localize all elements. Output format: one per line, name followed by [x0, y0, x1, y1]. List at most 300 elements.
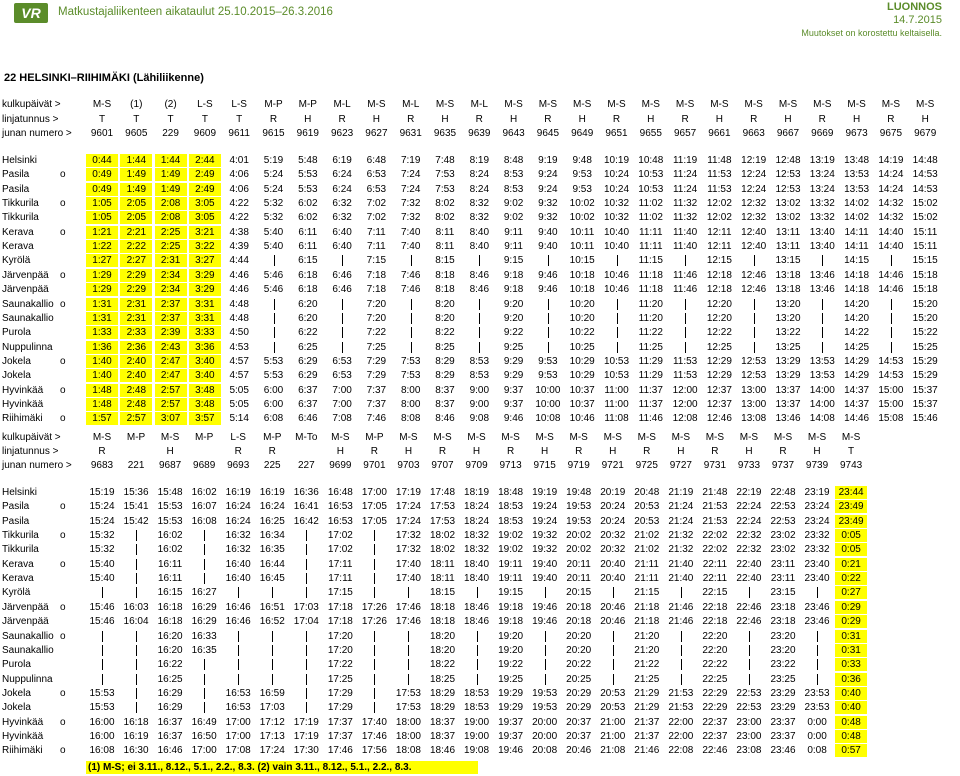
- time-cell: 23:40: [804, 559, 830, 570]
- time-cell: 10:18: [569, 270, 595, 281]
- highlight-note: Muutokset on korostettu keltaisella.: [801, 28, 942, 38]
- time-cell: 23:20: [770, 631, 796, 642]
- no-stop-line: [102, 631, 103, 642]
- station-row: [0, 369, 960, 382]
- time-cell: 11:53: [707, 184, 732, 195]
- days-cell: M-S: [881, 99, 901, 110]
- time-cell: 10:29: [569, 370, 595, 381]
- no-stop-line: [617, 313, 618, 324]
- time-cell: 20:46: [566, 745, 592, 756]
- track-cell: H: [336, 446, 344, 457]
- time-cell: 13:32: [809, 198, 835, 209]
- time-cell: 16:25: [157, 674, 183, 685]
- time-cell: 19:46: [498, 745, 524, 756]
- station-row: [0, 312, 960, 325]
- time-cell: 2:57: [120, 412, 152, 425]
- train-cell: 9679: [914, 128, 937, 139]
- no-stop-line: [891, 255, 892, 266]
- no-stop-line: [374, 559, 375, 570]
- time-cell: 13:40: [809, 227, 835, 238]
- time-cell: 14:32: [878, 212, 904, 223]
- time-cell: 20:11: [566, 559, 591, 570]
- time-cell: 10:02: [569, 212, 595, 223]
- time-cell: 21:32: [668, 530, 694, 541]
- time-cell: 21:18: [634, 616, 660, 627]
- no-stop-line: [374, 688, 375, 699]
- time-cell: 22:00: [668, 717, 694, 728]
- time-cell: 20:24: [600, 501, 626, 512]
- time-cell: 17:25: [327, 674, 353, 685]
- time-cell: 14:46: [878, 270, 904, 281]
- train-cell: 9703: [397, 460, 420, 471]
- time-cell: 3:33: [189, 326, 221, 339]
- time-cell: 6:53: [332, 356, 352, 367]
- time-cell: 18:53: [464, 702, 490, 713]
- time-cell: 5:40: [263, 241, 284, 252]
- time-cell: 22:18: [702, 616, 728, 627]
- time-cell: 19:08: [464, 745, 490, 756]
- time-cell: 23:24: [804, 501, 830, 512]
- time-cell: 3:05: [189, 211, 221, 224]
- time-cell: 8:48: [503, 155, 524, 166]
- time-cell: 10:00: [535, 399, 561, 410]
- time-cell: 8:11: [435, 241, 455, 252]
- days-cell: M-S: [433, 432, 452, 443]
- time-cell: 6:18: [298, 284, 318, 295]
- train-cell: 9701: [363, 460, 386, 471]
- time-cell: 22:24: [736, 501, 762, 512]
- no-stop-line: [136, 587, 137, 598]
- track-cell: R: [98, 446, 106, 457]
- track-cell: H: [304, 114, 312, 125]
- days-cell: M-S: [847, 99, 866, 110]
- station-row: [0, 730, 960, 743]
- time-cell: 1:31: [86, 312, 118, 325]
- days-cell: M-S: [467, 432, 486, 443]
- track-cell: H: [578, 114, 586, 125]
- time-cell: 9:40: [538, 241, 558, 252]
- time-cell: 23:19: [804, 487, 830, 498]
- time-cell: 10:46: [603, 270, 630, 281]
- time-cell: 6:00: [263, 399, 284, 410]
- days-cell: M-S: [739, 432, 759, 443]
- time-cell: 7:46: [366, 413, 387, 424]
- time-cell: 7:24: [400, 169, 421, 180]
- time-cell: 9:46: [503, 413, 524, 424]
- train-cell: 9669: [811, 128, 834, 139]
- time-cell: 2:33: [120, 326, 152, 339]
- time-cell: 14:29: [844, 370, 870, 381]
- time-cell: 20:32: [600, 530, 626, 541]
- track-cell: H: [166, 446, 174, 457]
- row-label: Helsinki: [2, 487, 38, 498]
- no-stop-line: [374, 530, 375, 541]
- no-stop-line: [306, 702, 307, 713]
- days-cell: M-S: [675, 99, 695, 110]
- no-stop-line: [477, 674, 478, 685]
- time-cell: 23:08: [736, 745, 762, 756]
- station-row: [0, 687, 960, 700]
- no-stop-line: [342, 313, 343, 324]
- time-cell: 14:00: [809, 385, 835, 396]
- time-cell: 6:11: [298, 241, 318, 252]
- time-cell: 17:26: [361, 602, 387, 613]
- time-cell: 9:18: [503, 270, 524, 281]
- time-cell: 23:53: [804, 688, 830, 699]
- time-cell: 22:53: [736, 702, 762, 713]
- time-cell: 11:46: [672, 284, 698, 295]
- time-cell: 18:15: [429, 587, 456, 598]
- train-cell: 229: [162, 128, 179, 139]
- time-cell: 7:11: [367, 241, 386, 252]
- time-cell: 9:20: [503, 299, 524, 310]
- row-label: Hyvinkää: [2, 385, 44, 396]
- time-cell: 7:08: [332, 413, 352, 424]
- time-cell: 15:37: [912, 399, 938, 410]
- track-cell: [290, 445, 322, 458]
- no-stop-line: [545, 645, 546, 656]
- days-cell: M-L: [402, 99, 420, 110]
- days-cell: L-S: [230, 432, 246, 443]
- time-cell: 16:34: [259, 530, 285, 541]
- time-cell: 19:53: [566, 516, 592, 527]
- no-stop-line: [204, 573, 205, 584]
- time-cell: 4:46: [229, 284, 249, 295]
- track-cell: T: [98, 114, 106, 125]
- time-cell: 9:53: [538, 370, 558, 381]
- time-cell: 0:49: [86, 168, 118, 181]
- time-cell: 6:37: [298, 385, 318, 396]
- time-cell: 10:08: [535, 413, 561, 424]
- time-cell: 14:53: [878, 370, 904, 381]
- time-cell: 2:44: [189, 154, 221, 167]
- time-cell: 8:29: [435, 370, 455, 381]
- time-cell: 12:37: [706, 385, 732, 396]
- time-cell: 3:31: [189, 312, 221, 325]
- time-cell: 7:53: [435, 184, 455, 195]
- time-cell: 8:19: [469, 155, 490, 166]
- row-label: Jokela: [2, 370, 31, 381]
- time-cell: 15:29: [912, 356, 938, 367]
- no-stop-line: [891, 313, 892, 324]
- time-cell: 9:46: [538, 284, 558, 295]
- time-cell: 13:46: [775, 413, 801, 424]
- time-cell: 21:53: [668, 688, 694, 699]
- time-cell: 17:20: [327, 645, 353, 656]
- track-cell: R: [544, 114, 552, 125]
- time-cell: 19:02: [498, 530, 524, 541]
- no-stop-line: [272, 645, 273, 656]
- time-cell: 2:36: [120, 341, 152, 354]
- time-cell: 9:29: [503, 370, 524, 381]
- time-cell: 1:27: [86, 254, 118, 267]
- time-cell: 4:57: [229, 356, 249, 367]
- no-stop-line: [617, 327, 618, 338]
- time-cell: 13:25: [775, 342, 801, 353]
- row-label: Kyrölä: [2, 255, 31, 266]
- page-header: [0, 0, 960, 38]
- stop-marker: o: [60, 688, 66, 699]
- station-row: [0, 412, 960, 425]
- time-cell: 9:48: [572, 155, 592, 166]
- time-cell: 21:20: [634, 645, 660, 656]
- time-cell: 22:20: [702, 645, 728, 656]
- time-cell: 17:24: [395, 501, 421, 512]
- time-cell: 3:31: [189, 298, 221, 311]
- train-cell: 9727: [669, 460, 692, 471]
- time-cell: 22:32: [736, 530, 762, 541]
- time-cell: 21:25: [634, 674, 660, 685]
- no-stop-line: [374, 645, 375, 656]
- time-cell: 5:53: [263, 370, 284, 381]
- time-cell: 2:49: [189, 183, 221, 196]
- station-row: [0, 558, 960, 571]
- time-cell: 0:48: [835, 730, 867, 743]
- days-cell: M-S: [637, 432, 656, 443]
- time-cell: 10:46: [603, 284, 630, 295]
- time-cell: 6:46: [298, 413, 318, 424]
- time-cell: 7:37: [366, 399, 387, 410]
- time-cell: 17:18: [327, 602, 353, 613]
- no-stop-line: [822, 327, 823, 338]
- track-cell: R: [711, 446, 719, 457]
- time-cell: 0:29: [835, 615, 867, 628]
- stop-marker: o: [60, 299, 66, 310]
- time-cell: 8:46: [469, 270, 490, 281]
- time-cell: 15:11: [913, 241, 938, 252]
- no-stop-line: [545, 659, 546, 670]
- time-cell: 0:05: [835, 543, 867, 556]
- time-cell: 1:49: [120, 168, 152, 181]
- station-row: [0, 240, 960, 253]
- time-cell: 18:11: [430, 559, 455, 570]
- time-cell: 16:40: [225, 559, 251, 570]
- time-cell: 21:29: [634, 702, 660, 713]
- draft-date: 14.7.2015: [893, 14, 942, 26]
- station-row: [0, 615, 960, 628]
- train-cell: 9687: [158, 460, 182, 471]
- time-cell: 20:53: [600, 702, 626, 713]
- station-row: [0, 630, 960, 643]
- time-cell: 14:29: [844, 356, 870, 367]
- track-cell: R: [269, 114, 278, 125]
- track-cell: H: [852, 114, 861, 125]
- time-cell: 8:20: [435, 299, 455, 310]
- time-cell: 15:00: [878, 385, 904, 396]
- no-stop-line: [204, 559, 205, 570]
- time-cell: 1:05: [86, 197, 118, 210]
- time-cell: 11:00: [604, 385, 629, 396]
- time-cell: 13:37: [775, 399, 801, 410]
- time-cell: 13:19: [809, 155, 835, 166]
- time-cell: 6:46: [332, 284, 352, 295]
- days-cell: M-S: [813, 99, 832, 110]
- time-cell: 15:46: [912, 413, 938, 424]
- train-cell: 9645: [536, 128, 560, 139]
- time-cell: 16:18: [157, 602, 183, 613]
- time-cell: 9:08: [469, 413, 490, 424]
- stop-marker: o: [60, 270, 66, 281]
- time-cell: 2:29: [120, 283, 152, 296]
- time-cell: 4:22: [229, 212, 249, 223]
- train-cell: 9657: [673, 128, 697, 139]
- time-cell: 10:00: [535, 385, 561, 396]
- station-row: [0, 744, 960, 757]
- station-row: [0, 183, 960, 196]
- station-row: [0, 154, 960, 167]
- track-cell: [120, 445, 152, 458]
- time-cell: 15:18: [912, 284, 938, 295]
- no-stop-line: [891, 299, 892, 310]
- time-cell: 12:32: [741, 198, 767, 209]
- route-title: 22 HELSINKI–RIIHIMÄKI (Lähiliikenne): [4, 72, 204, 84]
- time-cell: 13:37: [775, 385, 801, 396]
- time-cell: 17:00: [191, 745, 217, 756]
- track-cell: H: [921, 114, 929, 125]
- row-label: Tikkurila: [2, 544, 39, 555]
- time-cell: 2:05: [120, 211, 152, 224]
- no-stop-line: [613, 645, 614, 656]
- time-cell: 9:46: [538, 270, 558, 281]
- no-stop-line: [374, 702, 375, 713]
- time-cell: 6:08: [263, 413, 284, 424]
- time-cell: 1:40: [86, 369, 118, 382]
- row-label: Järvenpää: [2, 602, 49, 613]
- no-stop-line: [342, 255, 343, 266]
- time-cell: 19:37: [498, 731, 524, 742]
- time-cell: 18:18: [429, 616, 456, 627]
- time-cell: 15:22: [912, 327, 938, 338]
- time-cell: 7:46: [400, 270, 421, 281]
- train-cell: 9639: [468, 128, 491, 139]
- time-cell: 20:20: [566, 631, 592, 642]
- no-stop-line: [102, 674, 103, 685]
- time-cell: 10:40: [603, 227, 630, 238]
- track-cell: H: [441, 114, 449, 125]
- train-cell: 9731: [703, 460, 727, 471]
- days-cell: M-P: [264, 99, 283, 110]
- time-cell: 10:53: [603, 356, 630, 367]
- time-cell: 6:46: [332, 270, 352, 281]
- time-cell: 1:22: [86, 240, 118, 253]
- station-row: [0, 168, 960, 181]
- no-stop-line: [306, 573, 307, 584]
- time-cell: 7:20: [366, 313, 387, 324]
- time-cell: 4:46: [229, 270, 249, 281]
- time-cell: 17:24: [259, 745, 285, 756]
- time-cell: 7:18: [366, 284, 387, 295]
- no-stop-line: [342, 299, 343, 310]
- time-cell: 23:49: [835, 500, 867, 513]
- time-cell: 3:27: [189, 254, 221, 267]
- time-cell: 12:11: [707, 241, 732, 252]
- time-cell: 17:02: [327, 530, 353, 541]
- time-cell: 3:07: [155, 412, 187, 425]
- time-cell: 19:53: [532, 702, 558, 713]
- time-cell: 12:53: [741, 370, 767, 381]
- time-cell: 4:06: [229, 169, 249, 180]
- time-cell: 19:02: [498, 544, 524, 555]
- time-cell: 13:20: [775, 313, 801, 324]
- time-cell: 15:32: [89, 544, 115, 555]
- time-cell: 0:08: [807, 745, 827, 756]
- stop-marker: o: [60, 413, 66, 424]
- no-stop-line: [238, 587, 239, 598]
- time-cell: 17:37: [327, 717, 353, 728]
- time-cell: 2:22: [120, 240, 152, 253]
- days-cell: M-P: [298, 99, 317, 110]
- time-cell: 20:22: [566, 659, 592, 670]
- train-cell: 9721: [601, 460, 624, 471]
- time-cell: 16:20: [157, 631, 183, 642]
- time-cell: 21:00: [600, 717, 626, 728]
- time-cell: 20:20: [566, 645, 592, 656]
- time-cell: 22:00: [668, 731, 694, 742]
- no-stop-line: [136, 674, 137, 685]
- time-cell: 16:59: [259, 688, 285, 699]
- station-row: [0, 355, 960, 368]
- time-cell: 7:02: [366, 198, 387, 209]
- no-stop-line: [204, 674, 205, 685]
- time-cell: 3:40: [189, 355, 221, 368]
- time-cell: 8:00: [400, 399, 421, 410]
- time-cell: 5:46: [263, 284, 284, 295]
- row-label: linjatunnus >: [2, 446, 59, 457]
- no-stop-line: [374, 587, 375, 598]
- time-cell: 15:24: [89, 516, 115, 527]
- time-cell: 19:19: [532, 487, 558, 498]
- time-cell: 15:46: [89, 616, 115, 627]
- train-cell: 9651: [605, 128, 628, 139]
- train-cell: 9631: [399, 128, 422, 139]
- train-cell: 9605: [125, 128, 148, 139]
- time-cell: 19:20: [498, 631, 524, 642]
- time-cell: 17:37: [327, 731, 353, 742]
- row-label: Pasila: [2, 501, 30, 512]
- time-cell: 7:22: [366, 327, 387, 338]
- track-cell: H: [715, 114, 723, 125]
- time-cell: 20:29: [566, 702, 592, 713]
- no-stop-line: [613, 631, 614, 642]
- time-cell: 2:37: [155, 298, 187, 311]
- station-row: [0, 283, 960, 296]
- time-cell: 0:00: [807, 731, 827, 742]
- time-cell: 0:00: [807, 717, 827, 728]
- time-cell: 21:19: [668, 487, 694, 498]
- time-cell: 16:11: [157, 573, 183, 584]
- row-label: Järvenpää: [2, 616, 49, 627]
- time-cell: 2:31: [155, 254, 187, 267]
- time-cell: 19:48: [566, 487, 592, 498]
- track-cell: H: [404, 446, 413, 457]
- time-cell: 1:31: [86, 298, 118, 311]
- time-cell: 8:53: [469, 356, 490, 367]
- time-cell: 14:46: [878, 284, 904, 295]
- time-cell: 18:53: [498, 516, 524, 527]
- row-label: Pasila: [2, 516, 30, 527]
- time-cell: 6:11: [298, 227, 318, 238]
- time-cell: 20:40: [600, 559, 626, 570]
- time-cell: 16:19: [225, 487, 251, 498]
- time-cell: 12:37: [706, 399, 732, 410]
- time-cell: 17:32: [395, 544, 421, 555]
- train-cell: 9635: [433, 128, 457, 139]
- time-cell: 17:46: [395, 616, 421, 627]
- time-cell: 20:02: [566, 544, 592, 555]
- no-stop-line: [204, 544, 205, 555]
- days-cell: M-S: [501, 432, 520, 443]
- time-cell: 16:37: [157, 717, 183, 728]
